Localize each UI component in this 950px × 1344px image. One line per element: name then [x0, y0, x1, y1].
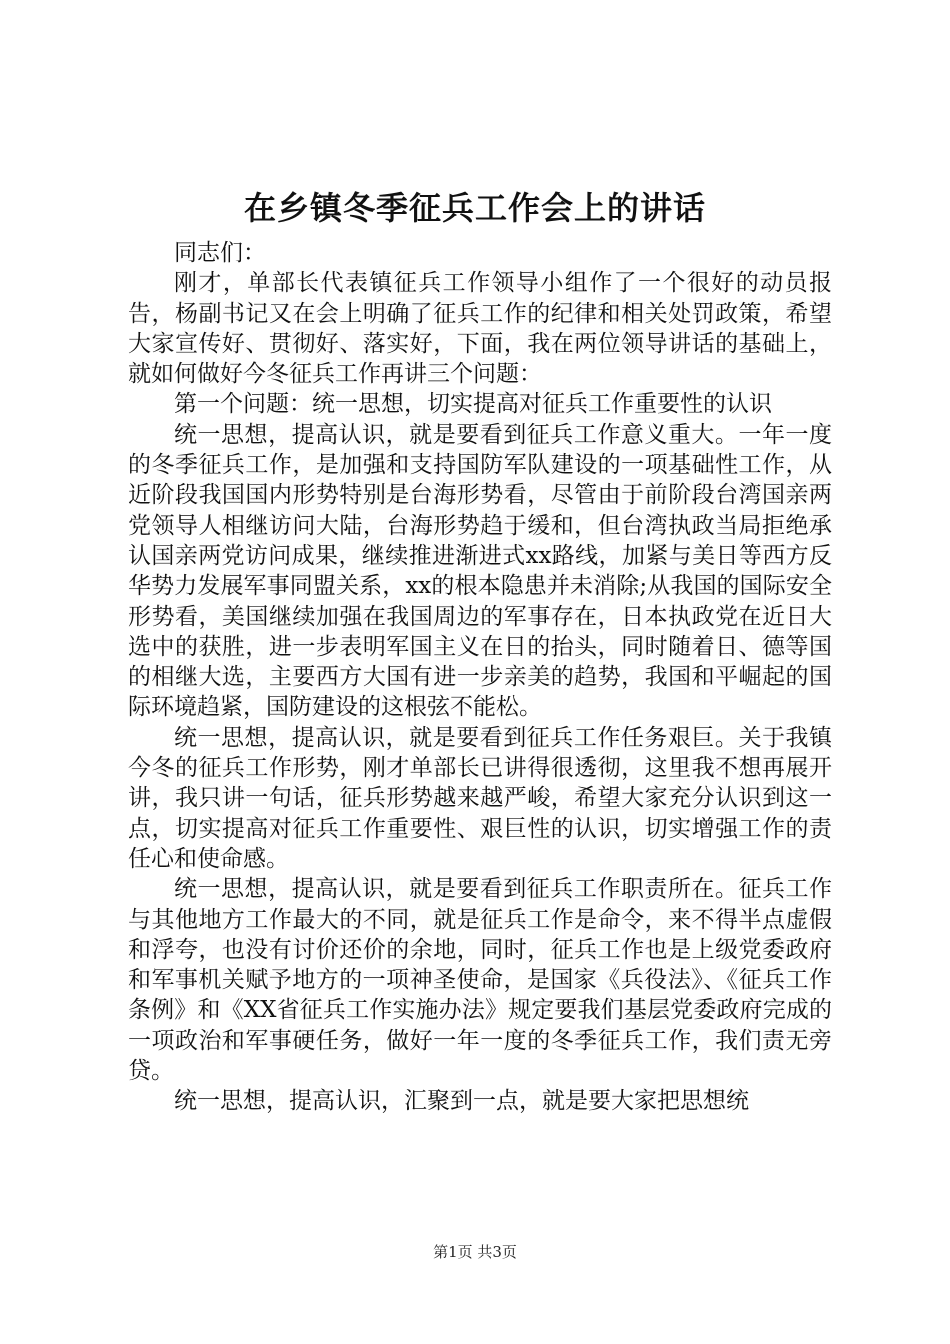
page-footer: 第1页 共3页 — [433, 1243, 517, 1261]
document-title: 在乡镇冬季征兵工作会上的讲话 — [243, 189, 706, 227]
paragraph: 统一思想，提高认识，汇聚到一点，就是要大家把思想统 — [174, 1088, 749, 1115]
paragraph-intro: 刚才，单部长代表镇征兵工作领导小组作了一个很好的动员报告，杨副书记又在会上明确了征兵工作的纪律和相关处罚政策，希望大家宣传好、贯彻好、落实好，下面，我在两位领导讲话的基础上，就如何做好今冬征兵工作再讲三个问题： — [128, 270, 832, 388]
paragraph: 统一思想，提高认识，就是要看到征兵工作意义重大。一年一度的冬季征兵工作，是加强和支持国防军队建设的一项基础性工作，从近阶段我国国内形势特别是台海形势看，尽管由于前阶段台湾国亲两党领导人相继访问大陆，台海形势趋于缓和，但台湾执政当局拒绝承认国亲两党访问成果，继续推进渐进式xx路线，加紧与美日等西方反华势力发展军事同盟关系，xx的根本隐患并未消除;从我国的国际安全形势看，美国继续加强在我国周边的军事存在，日本执政党在近日大选中的获胜，进一步表明军国主义在日的抬头，同时随着日、德等国的相继大选，主要西方大国有进一步亲美的趋势，我国和平崛起的国际环境趋紧，国防建设的这根弦不能松。 — [128, 421, 832, 721]
document-body — [128, 238, 832, 1117]
paragraph: 统一思想，提高认识，就是要看到征兵工作职责所在。征兵工作与其他地方工作最大的不同，就是征兵工作是命令，来不得半点虚假和浮夸，也没有讨价还价的余地，同时，征兵工作也是上级党委政府和军事机关赋予地方的一项神圣使命，是国家《兵役法》、《征兵工作条例》和《XX省征兵工作实施办法》规定要我们基层党委政府完成的一项政治和军事硬任务，做好一年一度的冬季征兵工作，我们责无旁贷。 — [128, 876, 832, 1085]
section-heading: 第一个问题：统一思想，切实提高对征兵工作重要性的认识 — [174, 391, 772, 418]
paragraph: 统一思想，提高认识，就是要看到征兵工作任务艰巨。关于我镇今冬的征兵工作形势，刚才单部长已讲得很透彻，这里我不想再展开讲，我只讲一句话，征兵形势越来越严峻，希望大家充分认识到这一点，切实提高对征兵工作重要性、艰巨性的认识，切实增强工作的责任心和使命感。 — [128, 724, 832, 872]
salutation: 同志们： — [174, 240, 266, 266]
